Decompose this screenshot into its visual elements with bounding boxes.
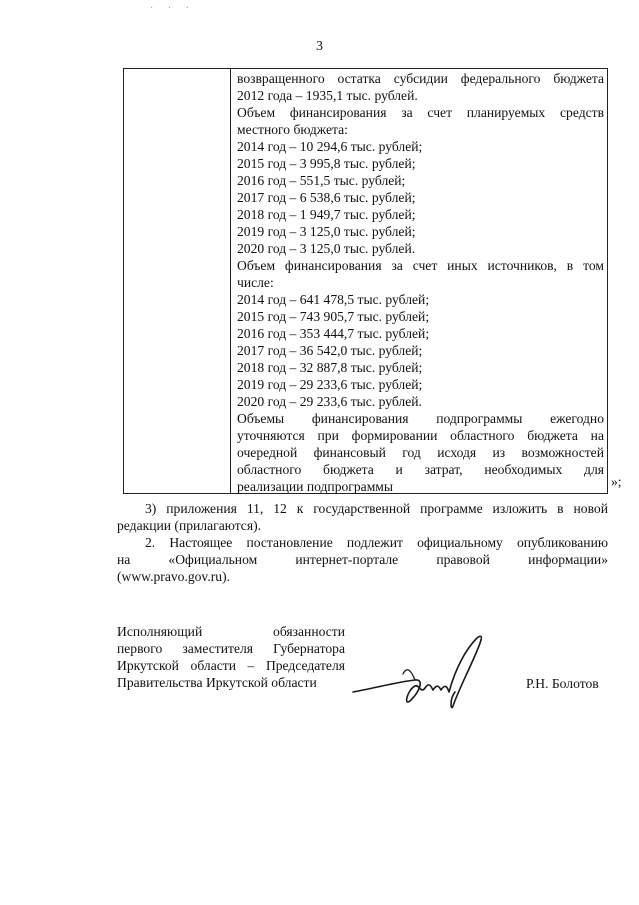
paragraph-line: (www.pravo.gov.ru). (117, 569, 230, 584)
table-cell-line: 2015 год – 3 995,8 тыс. рублей; (237, 156, 416, 171)
table-cell-line: 2015 год – 743 905,7 тыс. рублей; (237, 309, 430, 324)
table-cell-line: 2019 год – 3 125,0 тыс. рублей; (237, 224, 416, 239)
program-passport-table (123, 68, 608, 494)
table-cell-line: 2018 год – 32 887,8 тыс. рублей; (237, 360, 423, 375)
signatory-title (117, 623, 345, 691)
signatory-name: Р.Н. Болотов (526, 676, 599, 691)
table-cell-line: очередной финансовый год исходя из возможностей (237, 445, 604, 460)
table-cell-line: 2016 год – 551,5 тыс. рублей; (237, 173, 406, 188)
scan-corner-marks: · · · (150, 3, 195, 14)
table-cell-line: реализации подпрограммы (237, 479, 394, 494)
table-cell-line: Объем финансирования за счет планируемых средств (237, 105, 604, 120)
table-cell-line: Объемы финансирования подпрограммы ежегодно (237, 411, 604, 426)
page-number: 3 (316, 39, 323, 54)
paragraph-line: 3) приложения 11, 12 к государственной программе изложить в новой (145, 501, 608, 516)
table-cell-line: областного бюджета и затрат, необходимых для (237, 462, 604, 477)
table-cell-line: уточняются при формировании областного бюджета на (237, 428, 604, 443)
table-cell-line: 2014 год – 10 294,6 тыс. рублей; (237, 139, 423, 154)
handwritten-signature (345, 630, 495, 720)
table-cell-line: местного бюджета: (237, 122, 348, 137)
table-cell-line: 2012 года – 1935,1 тыс. рублей. (237, 88, 418, 103)
paragraph-item-2 (117, 534, 608, 585)
paragraph-line: на «Официальном интернет-портале правовой информации» (117, 552, 608, 567)
paragraph-item-3 (117, 500, 608, 534)
table-cell-line: возвращенного остатка субсидии федерального бюджета (237, 71, 604, 86)
signatory-title-line: первого заместителя Губернатора (117, 641, 345, 656)
table-right-cell (237, 70, 604, 495)
table-cell-line: 2017 год – 6 538,6 тыс. рублей; (237, 190, 416, 205)
paragraph-line: 2. Настоящее постановление подлежит официальному опубликованию (145, 535, 608, 550)
table-cell-line: 2014 год – 641 478,5 тыс. рублей; (237, 292, 430, 307)
table-cell-line: 2019 год – 29 233,6 тыс. рублей; (237, 377, 423, 392)
table-cell-line: Объем финансирования за счет иных источников, в том (237, 258, 604, 273)
quote-closing-mark: »; (611, 474, 622, 489)
signatory-title-line: Иркутской области – Председателя (117, 658, 345, 673)
signatory-title-line: Исполняющий обязанности (117, 624, 345, 639)
table-cell-line: 2020 год – 29 233,6 тыс. рублей. (237, 394, 422, 409)
table-cell-line: 2020 год – 3 125,0 тыс. рублей. (237, 241, 416, 256)
table-column-divider (230, 69, 231, 493)
table-cell-line: 2018 год – 1 949,7 тыс. рублей; (237, 207, 416, 222)
signatory-title-line: Правительства Иркутской области (117, 675, 317, 690)
table-cell-line: 2017 год – 36 542,0 тыс. рублей; (237, 343, 423, 358)
table-cell-line: числе: (237, 275, 274, 290)
paragraph-line: редакции (прилагаются). (117, 518, 262, 533)
table-cell-line: 2016 год – 353 444,7 тыс. рублей; (237, 326, 430, 341)
